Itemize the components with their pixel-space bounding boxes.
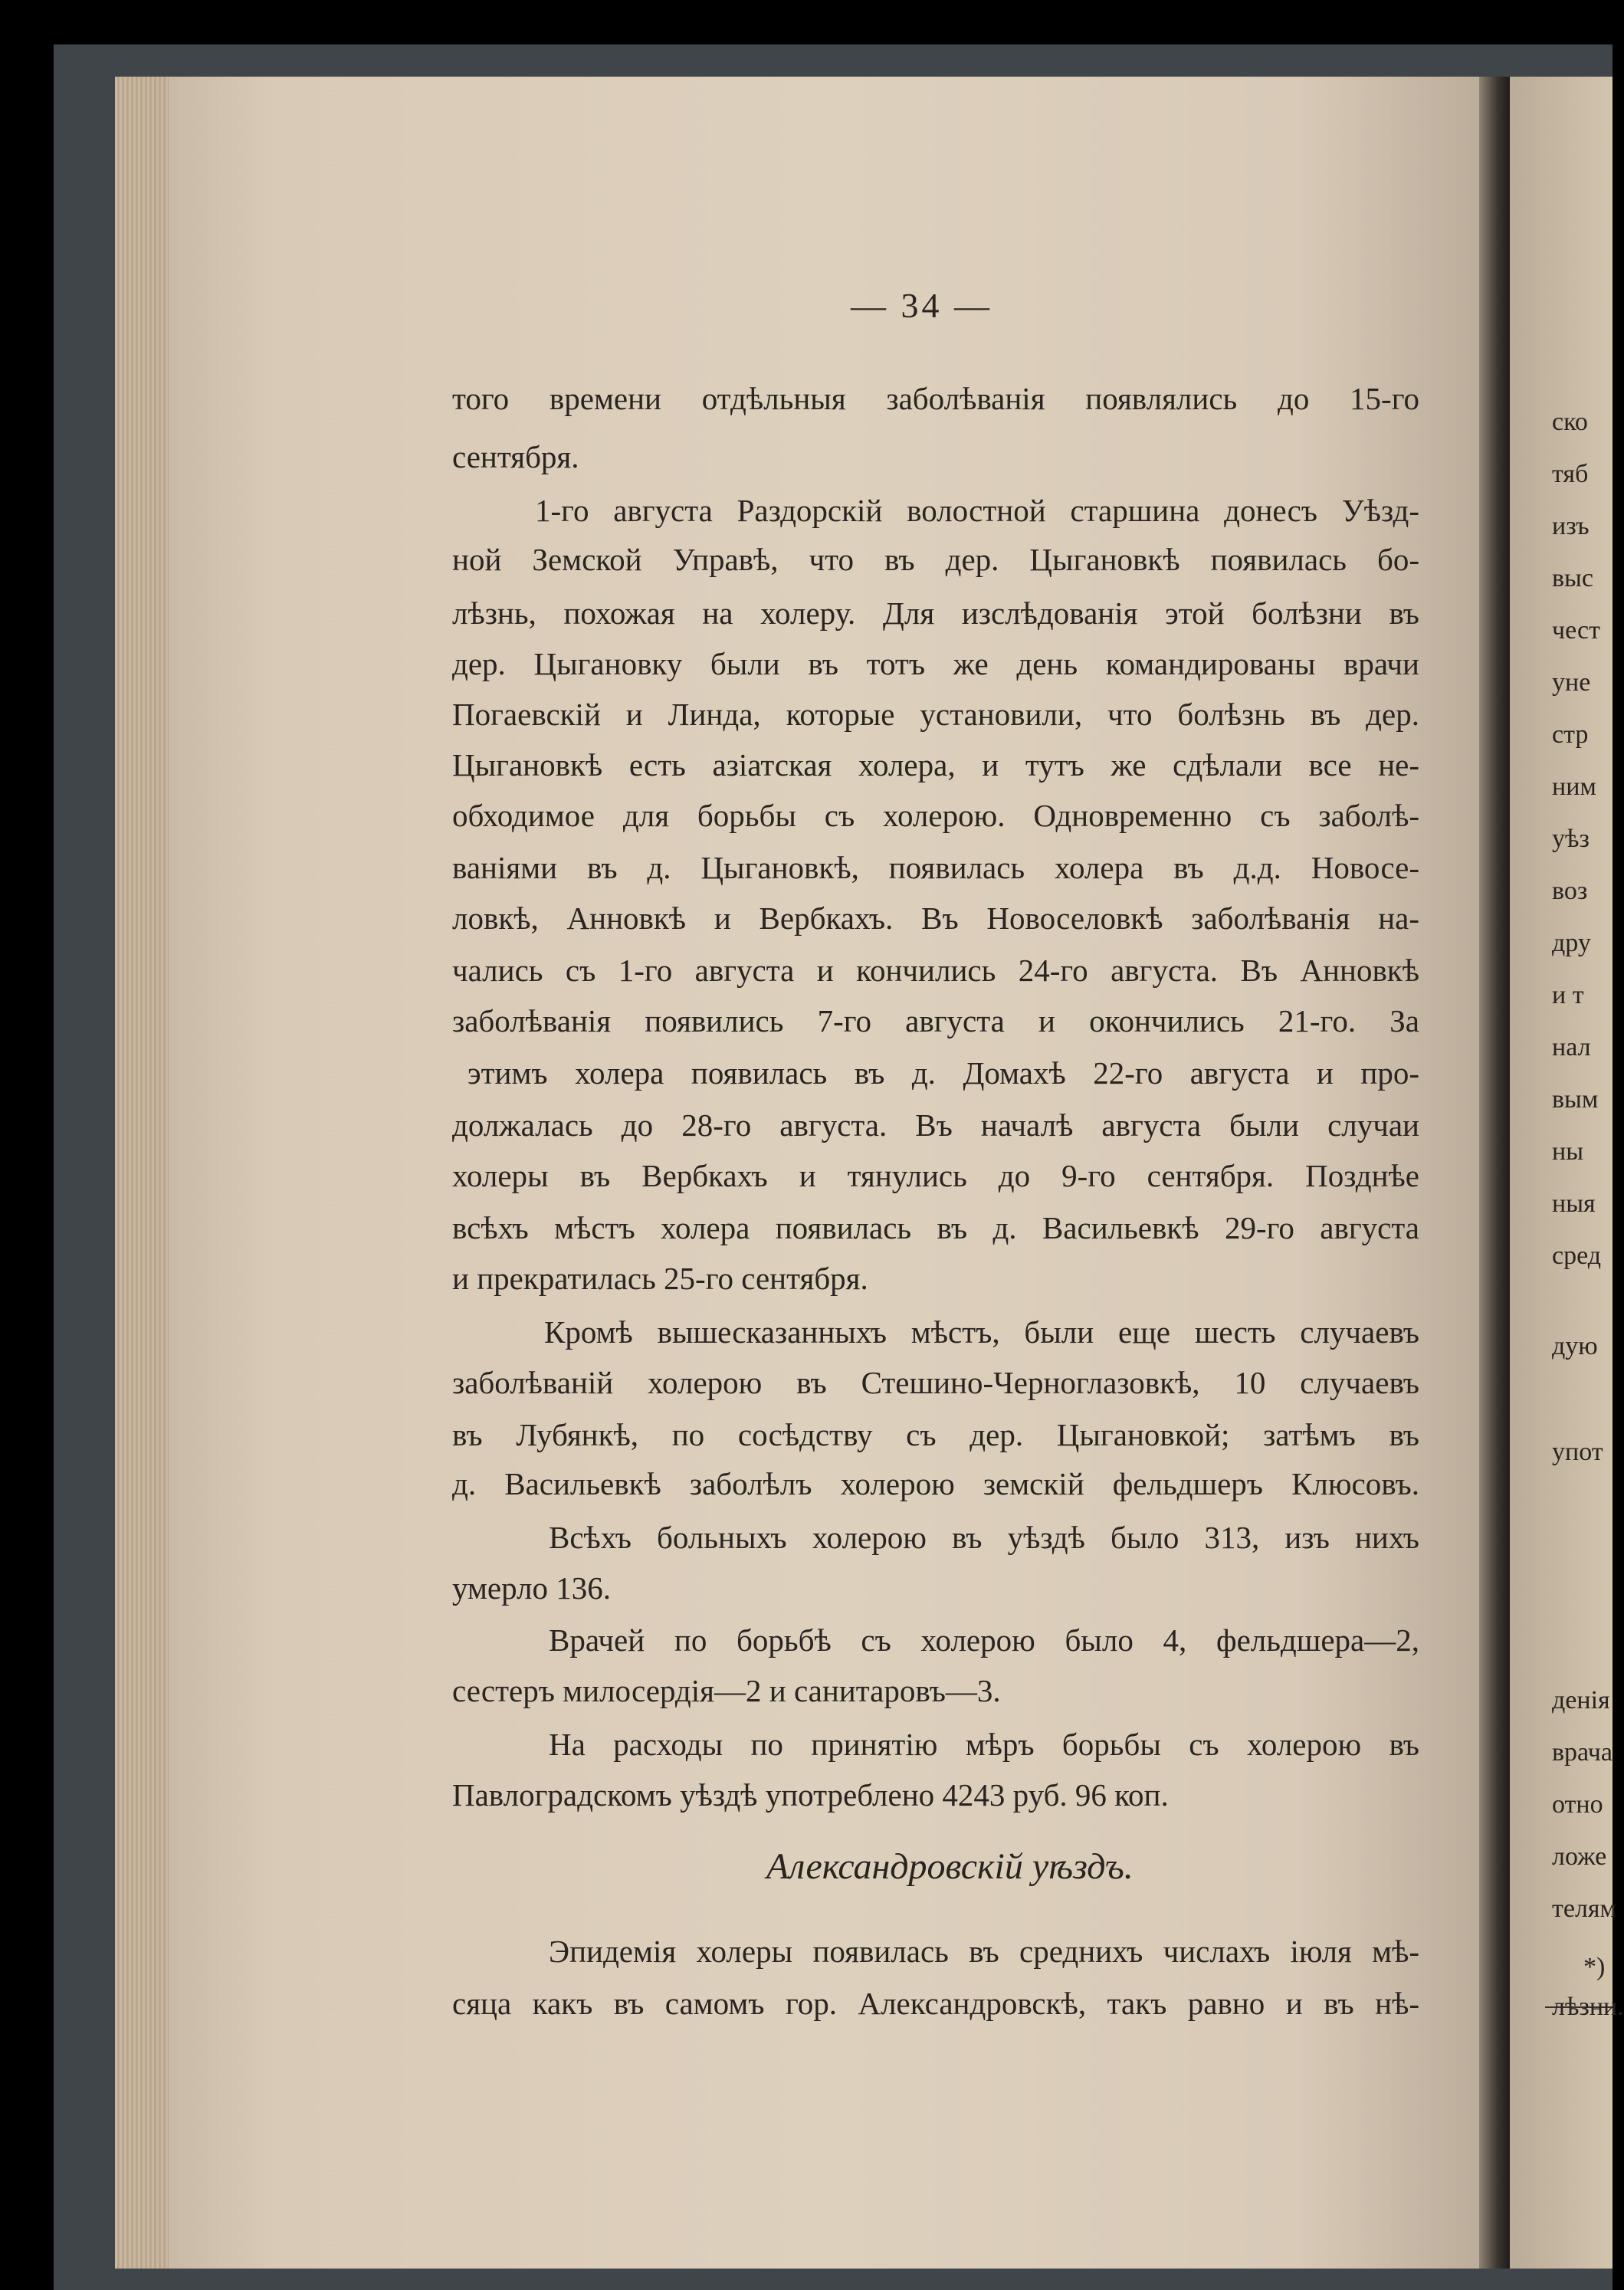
text-line: въ Лубянкѣ, по сосѣдству съ дер. Цыгановкой; затѣмъ въ [452,1417,1419,1452]
text-line: заболѣванія появились 7-го августа и окончились 21-го. За [452,1003,1419,1038]
right-page-fragment: вым [1552,1085,1599,1114]
text-line: всѣхъ мѣстъ холера появилась въ д. Васильевкѣ 29-го августа [452,1210,1419,1245]
text-line: Врачей по борьбѣ съ холерою было 4, фельдшера—2, [549,1622,1419,1658]
text-line: того времени отдѣльныя заболѣванія появлялись до 15-го [452,381,1419,416]
text-line: дер. Цыгановку были въ тотъ же день командированы врачи [452,646,1419,681]
text-line: Цыгановкѣ есть азіатская холера, и тутъ же сдѣлали все не- [452,747,1419,782]
right-page-fragment: нал [1552,1033,1591,1061]
right-page-fragment: воз [1552,877,1588,905]
text-line: ловкѣ, Анновкѣ и Вербкахъ. Въ Новоселовкѣ заболѣванія на- [452,901,1419,936]
right-page-fragment: отно [1552,1790,1603,1819]
text-line: заболѣваній холерою въ Стешино-Черноглазовкѣ, 10 случаевъ [452,1365,1419,1400]
book-gutter [1479,77,1510,2269]
right-page-fragment: сред [1552,1242,1602,1270]
right-page-fragment: *) [1583,1953,1606,1981]
right-page-fragment: изъ [1552,512,1590,540]
text-line: 1-го августа Раздорскій волостной старшина донесъ Уѣзд- [535,493,1419,528]
right-page-fragment: денія [1552,1686,1610,1714]
right-page-fragment: чест [1552,616,1600,645]
section-heading: Александровскій уѣздъ. [766,1846,1134,1887]
right-page-fragment: ним [1552,773,1596,801]
text-line: На расходы по принятію мѣръ борьбы съ холерою въ [549,1727,1419,1762]
text-line: обходимое для борьбы съ холерою. Одновременно съ заболѣ- [452,798,1419,833]
text-line: Всѣхъ больныхъ холерою въ уѣздѣ было 313, изъ нихъ [549,1520,1419,1555]
text-line: этимъ холера появилась въ д. Домахѣ 22-го августа и про- [468,1055,1419,1091]
text-line: чались съ 1-го августа и кончились 24-го августа. Въ Анновкѣ [452,953,1419,988]
right-page-fragment: дру [1552,929,1591,957]
right-page-fragment: ложе [1552,1842,1607,1871]
right-page-fragment: ны [1552,1137,1584,1166]
right-page-fragment: уне [1552,668,1591,697]
text-line: ваніями въ д. Цыгановкѣ, появилась холера въ д.д. Новосе- [452,850,1419,885]
right-page-fragment: тяб [1552,460,1589,488]
text-line: сестеръ милосердія—2 и санитаровъ—3. [452,1673,1001,1708]
right-page-fragment: врача [1552,1738,1613,1767]
right-page-fragment: дую [1552,1332,1598,1360]
text-line: Погаевскій и Линда, которые установили, что болѣзнь въ дер. [452,697,1419,732]
right-page-fragment: лѣзни. [1552,1993,1624,2021]
right-page-fragment: ско [1552,408,1588,436]
text-line: Кромѣ вышесказанныхъ мѣстъ, были еще шесть случаевъ [544,1314,1419,1350]
text-line: д. Васильевкѣ заболѣлъ холерою земскій фельдшеръ Клюсовъ. [452,1466,1419,1501]
text-line: ной Земской Управѣ, что въ дер. Цыгановкѣ появилась бо- [452,542,1419,577]
right-page-fragment: уѣз [1552,825,1590,853]
text-line: и прекратилась 25-го сентября. [452,1261,868,1296]
right-page-fragment: упот [1552,1438,1603,1466]
text-line: сентября. [452,439,579,474]
text-line: Эпидемія холеры появилась въ среднихъ числахъ іюля мѣ- [549,1934,1419,1969]
right-page-fragment: стр [1552,720,1589,749]
text-line: Павлоградскомъ уѣздѣ употреблено 4243 руб. 96 коп. [452,1777,1169,1813]
text-line: лѣзнь, похожая на холеру. Для изслѣдованія этой болѣзни въ [452,595,1419,631]
page-number: — 34 — [851,286,992,325]
text-line: сяца какъ въ самомъ гор. Александровскѣ, такъ равно и въ нѣ- [452,1986,1419,2021]
text-line: умерло 136. [452,1570,612,1606]
right-page-fragment: выс [1552,564,1593,592]
right-page [1510,77,1613,2269]
right-page-fragment: и т [1552,981,1584,1009]
text-line: должалась до 28-го августа. Въ началѣ августа были случаи [452,1107,1419,1143]
right-page-fragment: ныя [1552,1189,1596,1218]
text-line: холеры въ Вербкахъ и тянулись до 9-го сентября. Позднѣе [452,1158,1419,1193]
right-page-fragment: телям [1552,1895,1617,1923]
